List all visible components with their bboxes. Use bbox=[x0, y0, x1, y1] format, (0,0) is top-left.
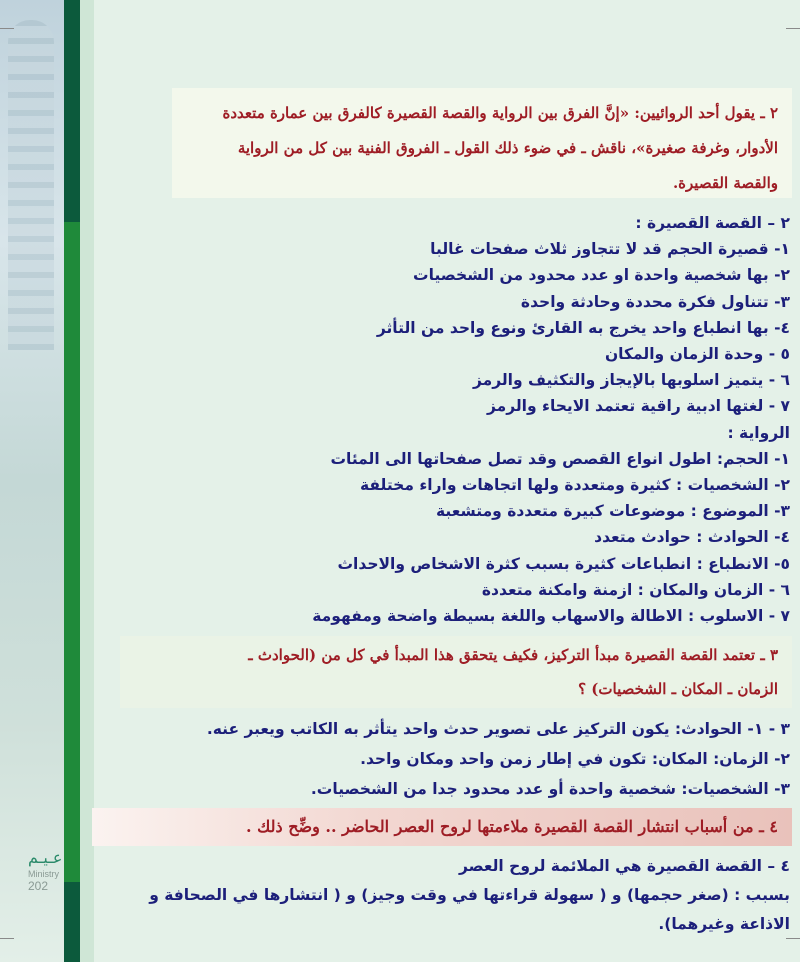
question-4-box bbox=[92, 808, 792, 846]
question-3-box bbox=[120, 636, 792, 708]
answer-line: ٤- الحوادث : حوادث متعدد bbox=[594, 528, 790, 547]
question-line: والقصة القصيرة. bbox=[672, 174, 778, 192]
logo-english-text: Ministry bbox=[28, 869, 59, 879]
answer-line: بسبب : (صغر حجمها) و ( سهولة قراءتها في وقت وجيز) و ( انتشارها في الصحافة و bbox=[149, 886, 790, 904]
answer-line: الرواية : bbox=[727, 423, 790, 442]
question-line: ٤ ـ من أسباب انتشار القصة القصيرة ملاءمتها لروح العصر الحاضر .. وضِّح ذلك . bbox=[246, 817, 778, 836]
answer-line: ٥- الانطباع : انطباعات كثيرة بسبب كثرة الاشخاص والاحداث bbox=[337, 554, 790, 573]
crop-mark bbox=[786, 28, 800, 29]
answer-line: الاذاعة وغيرهما). bbox=[658, 915, 790, 933]
answer-line: ٣- الشخصيات: شخصية واحدة أو عدد محدود جدا من الشخصيات. bbox=[310, 780, 790, 798]
green-margin-bar bbox=[64, 222, 80, 882]
answer-line: ٢- الشخصيات : كثيرة ومتعددة ولها اتجاهات واراء مختلفة bbox=[359, 476, 790, 495]
question-2-box bbox=[172, 88, 792, 198]
question-line: الأدوار، وغرفة صغيرة»، ناقش ـ في ضوء ذلك القول ـ الفروق الفنية بين كل من الرواية bbox=[237, 139, 778, 157]
question-line: ٣ ـ تعتمد القصة القصيرة مبدأ التركيز، فكيف يتحقق هذا المبدأ في كل من (الحوادث ـ bbox=[248, 646, 778, 664]
answer-line: ٢- الزمان: المكان: تكون في إطار زمن واحد ومكان واحد. bbox=[360, 750, 790, 768]
crop-mark bbox=[786, 938, 800, 939]
answer-2-block bbox=[312, 210, 790, 629]
answer-line: ٤- بها انطباع واحد يخرج به القارئ ونوع واحد من التأثر bbox=[376, 318, 790, 337]
answer-line: ١- الحجم: اطول انواع القصص وقد تصل صفحاتها الى المئات bbox=[330, 449, 790, 468]
answer-line: ١- قصيرة الحجم قد لا تتجاوز ثلاث صفحات غالبا bbox=[430, 240, 790, 259]
answer-line: ٥ - وحدة الزمان والمكان bbox=[604, 345, 790, 364]
answer-line: ٦ - الزمان والمكان : ازمنة وامكنة متعددة bbox=[481, 580, 790, 599]
answer-line: ٢ – القصة القصيرة : bbox=[635, 214, 790, 232]
minaret-image bbox=[8, 20, 54, 350]
answer-line: ٧ - الاسلوب : الاطالة والاسهاب واللغة بسيطة واضحة ومفهومة bbox=[312, 607, 790, 626]
answer-line: ٣- تتناول فكرة محددة وحادثة واحدة bbox=[520, 292, 790, 311]
question-line: الزمان ـ المكان ـ الشخصيات) ؟ bbox=[578, 680, 778, 698]
answer-line: ٢- بها شخصية واحدة او عدد محدود من الشخصيات bbox=[413, 266, 790, 285]
answer-line: ٦ - يتميز اسلوبها بالإيجاز والتكثيف والرمز bbox=[472, 371, 790, 390]
logo-arabic-text: عـيـم bbox=[28, 848, 63, 867]
crop-mark bbox=[0, 938, 14, 939]
answer-line: ٣ - ١- الحوادث: يكون التركيز على تصوير حدث واحد يتأثر به الكاتب ويعبر عنه. bbox=[206, 720, 790, 738]
question-line: ٢ ـ يقول أحد الروائيين: «إنَّ الفرق بين الرواية والقصة القصيرة كالفرق بين عمارة متعددة bbox=[222, 104, 778, 122]
answer-line: ٣- الموضوع : موضوعات كبيرة متعددة ومتشعبة bbox=[436, 502, 790, 521]
answer-3-block bbox=[207, 714, 790, 804]
answer-4-block bbox=[149, 852, 790, 939]
logo-year-text: 202 bbox=[28, 879, 49, 893]
ministry-logo bbox=[28, 848, 88, 904]
minaret-photo-strip bbox=[0, 0, 64, 962]
crop-mark bbox=[0, 28, 14, 29]
answer-line: ٧ - لغتها ادبية راقية تعتمد الايحاء والرمز bbox=[486, 397, 790, 416]
answer-line: ٤ – القصة القصيرة هي الملائمة لروح العصر bbox=[458, 857, 790, 875]
